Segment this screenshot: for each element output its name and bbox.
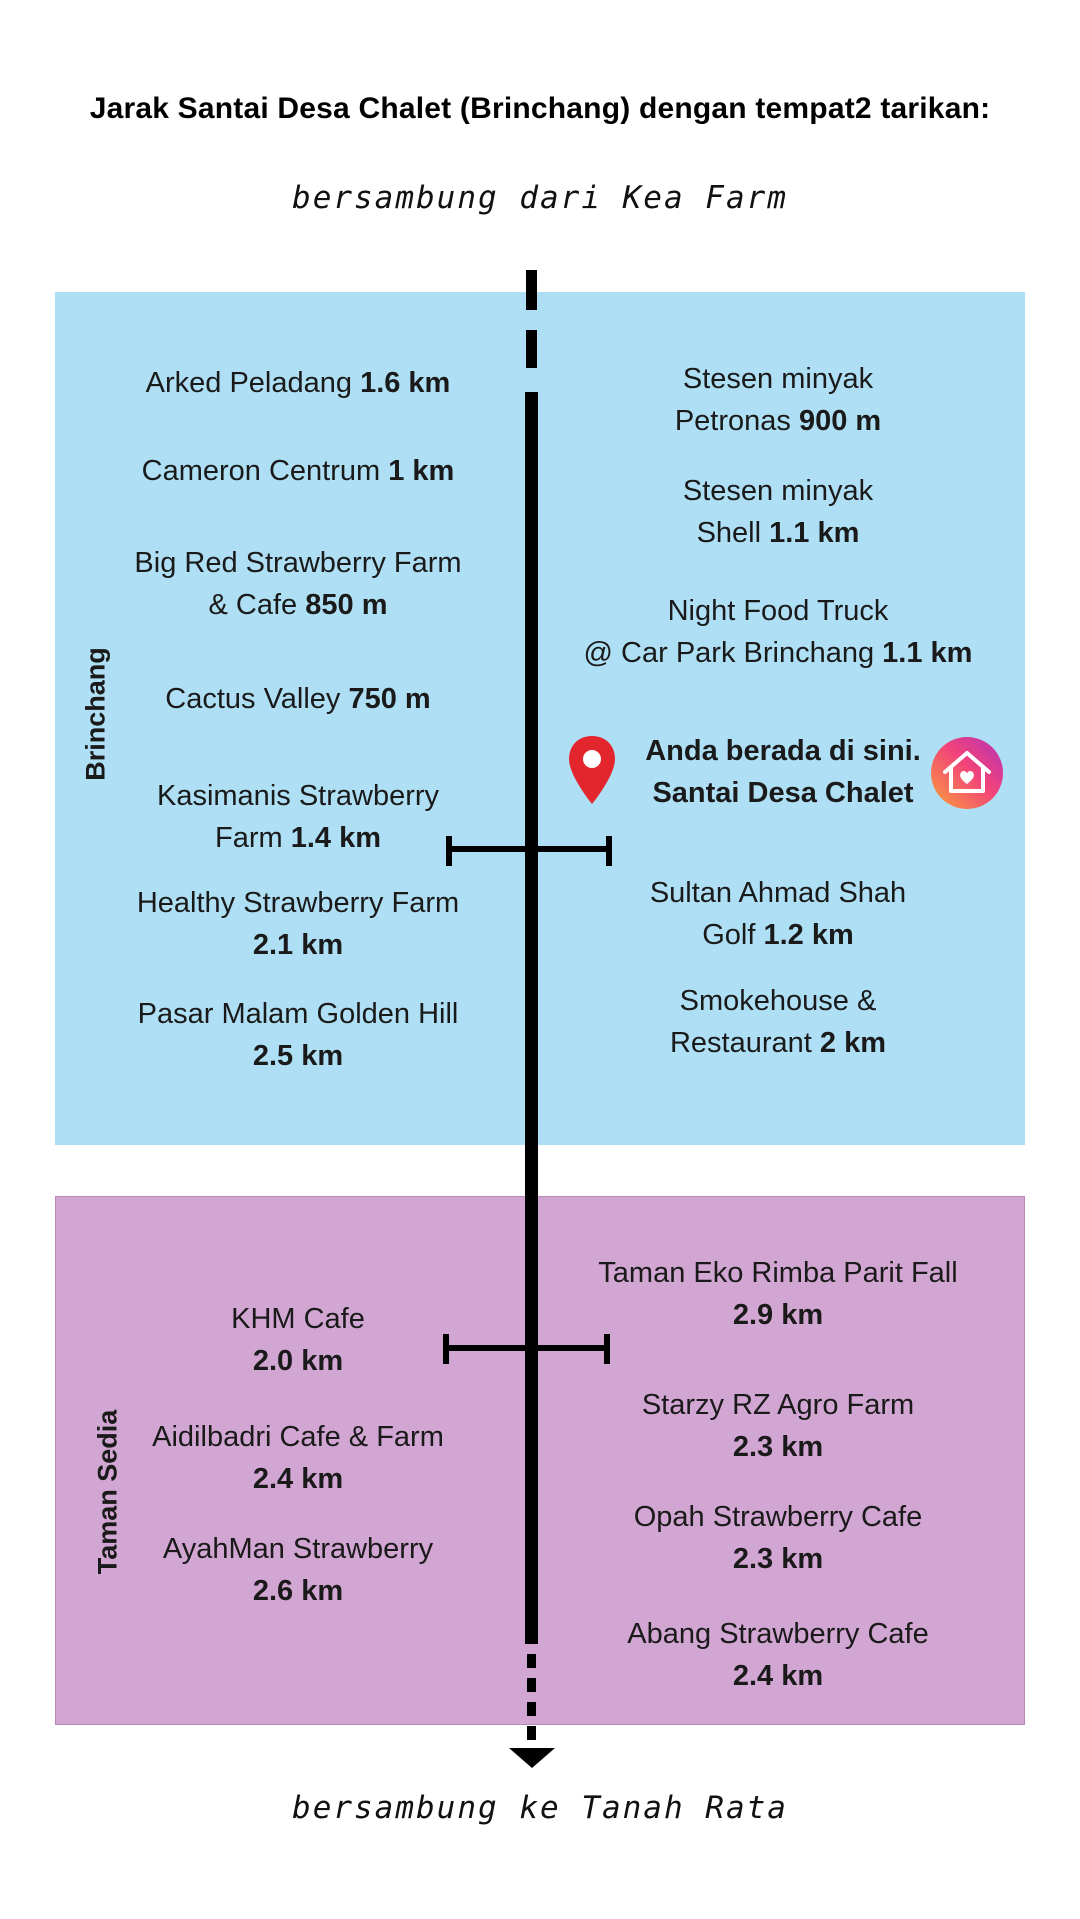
place-stesen-shell: Stesen minyak Shell 1.1 km [682,475,874,549]
place-night-food-truck: Night Food Truck @ Car Park Brinchang 1.1 km [583,595,973,669]
place-cameron-centrum: Cameron Centrum 1 km [141,455,455,487]
place-stesen-petronas: Stesen minyak Petronas 900 m [674,363,882,437]
place-abang-strawberry-cafe: Abang Strawberry Cafe 2.4 km [627,1618,929,1692]
road-dashes-top [526,270,537,368]
place-arked-peladang: Arked Peladang 1.6 km [145,367,451,399]
place-taman-eko-rimba-parit-fall: Taman Eko Rimba Parit Fall 2.9 km [598,1257,958,1331]
home-heart-icon [930,736,1004,810]
place-kasimanis-strawberry-farm: Kasimanis Strawberry Farm 1.4 km [156,780,440,854]
place-healthy-strawberry-farm: Healthy Strawberry Farm 2.1 km [136,887,460,961]
brinchang-zone-label: Brinchang [80,647,111,781]
place-opah-strawberry-cafe: Opah Strawberry Cafe 2.3 km [633,1501,923,1575]
continued-to-note: bersambung ke Tanah Rata [292,1790,788,1826]
map-pin-icon [566,734,618,806]
main-road-line [525,392,538,1644]
place-sultan-ahmad-shah-golf: Sultan Ahmad Shah Golf 1.2 km [649,877,907,951]
place-khm-cafe: KHM Cafe 2.0 km [231,1303,365,1377]
place-aidilbadri-cafe-farm: Aidilbadri Cafe & Farm 2.4 km [152,1421,444,1495]
arrow-down-icon [509,1748,555,1768]
you-are-here-label: Anda berada di sini. Santai Desa Chalet [645,735,921,809]
taman-sedia-zone-label: Taman Sedia [92,1409,123,1575]
place-big-red-strawberry-farm: Big Red Strawberry Farm & Cafe 850 m [134,547,462,621]
place-cactus-valley: Cactus Valley 750 m [165,683,431,715]
place-pasar-malam-golden-hill: Pasar Malam Golden Hill 2.5 km [137,998,459,1072]
place-ayahman-strawberry: AyahMan Strawberry 2.6 km [162,1533,434,1607]
page-title: Jarak Santai Desa Chalet (Brinchang) dengan tempat2 tarikan: [89,92,991,125]
place-starzy-rz-agro-farm: Starzy RZ Agro Farm 2.3 km [641,1389,915,1463]
road-dashes-bottom [527,1654,536,1740]
place-smokehouse-restaurant: Smokehouse & Restaurant 2 km [669,985,887,1059]
continued-from-note: bersambung dari Kea Farm [292,180,788,216]
